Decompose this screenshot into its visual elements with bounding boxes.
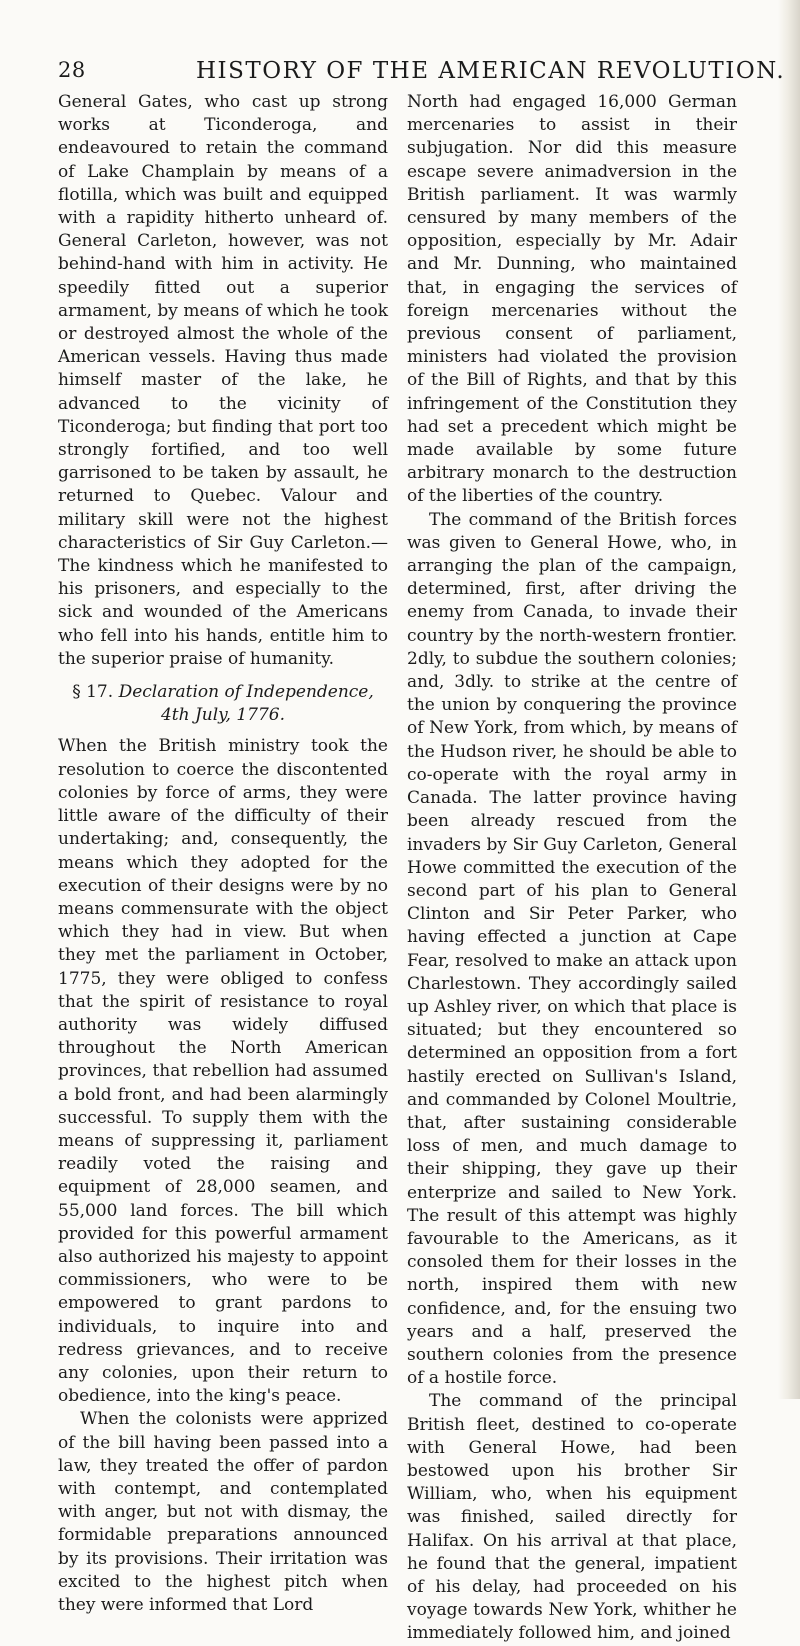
running-head: HISTORY OF THE AMERICAN REVOLUTION. (196, 58, 786, 84)
page-edge-shadow (778, 0, 800, 1399)
section-title: Declaration of Independence, 4th July, 1776. (118, 682, 374, 726)
page-number: 28 (58, 58, 86, 82)
right-paragraph-1: North had engaged 16,000 German mercenaries to assist in their subjugation. Nor did this measure escape severe animadversion in the British parliament. It was warmly censured by many members of the opposition, especially by Mr. Adair and Mr. Dunning, who maintained that, in engaging the services of foreign mercenaries without the previous consent of parliament, ministers had violated the provision of the Bill of Rights, and that by this infringement of the Constitution they had set a precedent which might be made available by some future arbitrary monarch to the destruction of the liberties of the country. (407, 92, 737, 507)
right-paragraph-2: The command of the British forces was given to General Howe, who, in arranging the plan of the campaign, determined, first, after driving the enemy from Canada, to invade their country by the north-western frontier. 2dly, to subdue the southern colonies; and, 3dly. to strike at the centre of the union by conquering the province of New York, from which, by means of the Hudson river, he should be able to co-operate with the royal army in Canada. The latter province having been already rescued from the invaders by Sir Guy Carleton, General Howe committed the execution of the second part of his plan to General Clinton and Sir Peter Parker, who having effected a junction at Cape Fear, resolved to make an attack upon Charlestown. They accordingly sailed up Ashley river, on which that place is situated; but they encountered so determined an opposition from a fort hastily erected on Sullivan's Island, and commanded by Colonel Moultrie, that, after sustaining considerable loss of men, and much damage to their shipping, they gave up their enterprize and sailed to New York. The result of this attempt was highly favourable to the Americans, as it consoled them for their losses in the north, inspired them with new confidence, and, for the ensuing two years and a half, preserved the southern colonies from the presence of a hostile force. (407, 509, 737, 1389)
right-paragraph-3: The command of the principal British fleet, destined to co-operate with General Howe, had been bestowed upon his brother Sir William, who, when his equipment was finished, sailed directly for Halifax. On his arrival at that place, he found that the general, impatient of his delay, had proceeded on his voyage towards New York, whither he immediately followed him, and joined (407, 1391, 737, 1644)
left-column (58, 91, 388, 1617)
left-paragraph-3: When the colonists were apprized of the bill having been passed into a law, they treated the offer of pardon with contempt, and contemplated with anger, but not with dismay, the formidable preparations announced by its provisions. Their irritation was excited to the highest pitch when they were informed that Lord (58, 1409, 388, 1615)
section-number: § 17. (72, 682, 114, 703)
left-paragraph-2: When the British ministry took the resolution to coerce the discontented colonies by force of arms, they were little aware of the difficulty of their undertaking; and, consequently, the means which they adopted for the execution of their designs were by no means commensurate with the object which they had in view. But when they met the parliament in October, 1775, they were obliged to confess that the spirit of resistance to royal authority was widely diffused throughout the North American provinces, that rebellion had assumed a bold front, and had been alarmingly successful. To supply them with the means of suppressing it, parliament readily voted the raising and equipment of 28,000 seamen, and 55,000 land forces. The bill which provided for this powerful armament also authorized his majesty to appoint commissioners, who were to be empowered to grant pardons to individuals, to inquire into and redress grievances, and to receive any colonies, upon their return to obedience, into the king's peace. (58, 736, 388, 1407)
section-heading (58, 681, 388, 727)
left-paragraph-1: General Gates, who cast up strong works at Ticonderoga, and endeavoured to retain the command of Lake Champlain by means of a flotilla, which was built and equipped with a rapidity hitherto unheard of. General Carleton, however, was not behind-hand with him in activity. He speedily fitted out a superior armament, by means of which he took or destroyed almost the whole of the American vessels. Having thus made himself master of the lake, he advanced to the vicinity of Ticonderoga; but finding that port too strongly fortified, and too well garrisoned to be taken by assault, he returned to Quebec. Valour and military skill were not the highest characteristics of Sir Guy Carleton.—The kindness which he manifested to his prisoners, and especially to the sick and wounded of the Americans who fell into his hands, entitle him to the superior praise of humanity. (58, 92, 388, 669)
right-column (407, 91, 737, 1646)
